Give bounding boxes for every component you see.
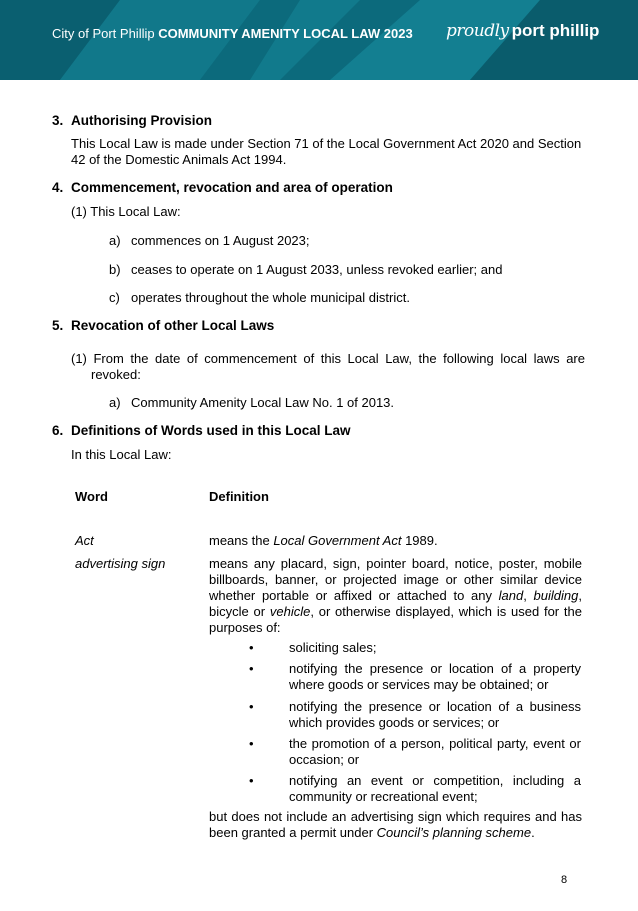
definition-advertising-sign-closing: but does not include an advertising sign which requires and has been granted a permit under Council’s planning scheme. (209, 809, 582, 840)
bullet-item-2: notifying the presence or location of a property where goods or services may be obtained; or (289, 661, 581, 692)
section-4-item-c: c) operates throughout the whole municipal district. (109, 290, 410, 305)
bullet-icon: • (249, 736, 254, 751)
definition-act: means the Local Government Act 1989. (209, 533, 438, 548)
section-3-heading: 3. Authorising Provision (52, 113, 213, 128)
section-3-body: This Local Law is made under Section 71 of the Local Government Act 2020 and Section 42 of the Domestic Animals Act 1994. (71, 136, 582, 167)
section-4-heading: 4. Commencement, revocation and area of operation (52, 180, 393, 195)
bullet-item-5: notifying an event or competition, including a community or recreational event; (289, 773, 581, 804)
section-4-intro: (1) This Local Law: (71, 204, 181, 219)
term-advertising-sign: advertising sign (75, 556, 166, 571)
page-number: 8 (561, 874, 568, 886)
term-act: Act (75, 533, 94, 548)
definition-advertising-sign: means any placard, sign, pointer board, notice, poster, mobile billboards, banner, or projected image or other similar device whether portable or affixed or attached to any land, building, bicycle or vehicle, or otherwise displayed, which is used for the purposes of: (209, 556, 582, 635)
bullet-icon: • (249, 773, 254, 788)
proudly-port-phillip-logo: proudly port phillip (446, 21, 600, 41)
page-header (0, 0, 638, 80)
section-4-item-a: a) commences on 1 August 2023; (109, 233, 310, 248)
section-6-heading: 6. Definitions of Words used in this Local Law (52, 423, 351, 438)
bullet-item-4: the promotion of a person, political party, event or occasion; or (289, 736, 581, 767)
table-header-word: Word (75, 489, 108, 504)
section-4-item-b: b) ceases to operate on 1 August 2033, unless revoked earlier; and (109, 262, 503, 277)
header-title: City of Port Phillip COMMUNITY AMENITY LOCAL LAW 2023 (52, 26, 413, 41)
bullet-item-3: notifying the presence or location of a business which provides goods or services; or (289, 699, 581, 730)
table-header-definition: Definition (209, 489, 269, 504)
section-6-intro: In this Local Law: (71, 447, 172, 462)
bullet-icon: • (249, 699, 254, 714)
section-5-intro: (1) From the date of commencement of this Local Law, the following local laws are revoked: (71, 351, 585, 382)
bullet-icon: • (249, 661, 254, 676)
section-5-heading: 5. Revocation of other Local Laws (52, 318, 275, 333)
bullet-item-1: soliciting sales; (289, 640, 377, 655)
bullet-icon: • (249, 640, 254, 655)
section-5-item-a: a) Community Amenity Local Law No. 1 of 2013. (109, 395, 395, 410)
